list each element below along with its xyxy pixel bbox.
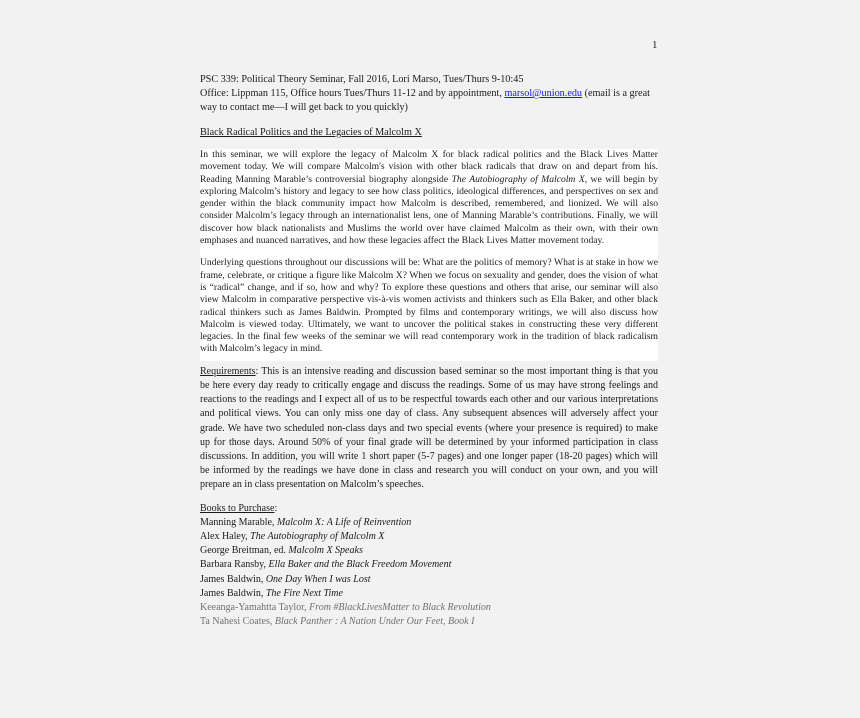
office-info-prefix: Office: Lippman 115, Office hours Tues/Thurs 11-12 and by appointment, — [200, 88, 505, 99]
book-item — [200, 516, 658, 530]
book-author: James Baldwin, — [200, 587, 266, 599]
book-author: Alex Haley, — [200, 530, 251, 542]
books-heading — [200, 502, 658, 516]
book-item — [200, 558, 658, 572]
page-number: 1 — [652, 39, 658, 51]
intro-paragraph — [200, 149, 658, 247]
book-author: Manning Marable, — [200, 516, 277, 528]
book-author: Ta Nahesi Coates, — [200, 616, 275, 628]
document-content — [200, 73, 658, 629]
course-header-line: PSC 339: Political Theory Seminar, Fall 2016, Lori Marso, Tues/Thurs 9-10:45 — [200, 74, 524, 85]
intro-italic-title: The Autobiography of Malcolm X — [451, 173, 585, 185]
book-item — [200, 601, 658, 615]
intro-text-2: , we will begin by exploring Malcolm’s history and legacy to see how class politics, ideological differences, and perspectives on sex and gender within the black community impact how Malcolm is described, remembered, and lionized. We will also consider Malcolm’s legacy through an internationalist lens, one of Manning Marable’s contributions. Finally, we will discover how black nationalists and Muslims the world over have claimed Malcolm as their own, with their own emphases and nuanced narratives, and how these legacies affect the Black Lives Matter movement today. — [200, 173, 659, 247]
book-item — [200, 615, 658, 629]
books-label: Books to Purchase — [200, 502, 275, 514]
books-section — [200, 502, 658, 630]
book-item — [200, 573, 658, 587]
office-info-line — [200, 87, 658, 115]
book-item — [200, 544, 658, 558]
book-title: The Autobiography of Malcolm X — [250, 530, 385, 542]
book-title: The Fire Next Time — [265, 587, 343, 599]
book-title: Malcolm X: A Life of Reinvention — [276, 516, 412, 528]
course-title: Black Radical Politics and the Legacies of Malcolm X — [200, 127, 422, 138]
book-title: Malcolm X Speaks — [288, 545, 363, 557]
book-author: Barbara Ransby, — [200, 559, 269, 571]
requirements-section — [200, 365, 658, 493]
book-title: From #BlackLivesMatter to Black Revolution — [309, 602, 491, 613]
book-title: Black Panther : A Nation Under Our Feet, Book I — [274, 616, 475, 628]
requirements-paragraph — [200, 365, 658, 493]
book-title: Ella Baker and the Black Freedom Movement — [268, 559, 452, 571]
questions-paragraph: Underlying questions throughout our discussions will be: What are the politics of memory? What is at stake in how we frame, celebrate, or critique a figure like Malcolm X? When we focus on sexuality and gender, does the vision of what is “radical” change, and if so, how and why? To explore these questions and others that arise, our seminar will also view Malcolm in comparative perspective vis-à-vis women activists and thinkers such as Ella Baker, and other black radical thinkers such as James Baldwin. Prompted by films and contemporary writings, we will also discuss how Malcolm is viewed today. Ultimately, we want to uncover the political stakes in constructing these very different legacies. In the final few weeks of the seminar we will read contemporary work in the tradition of black radicalism with Malcolm’s legacy in mind. — [200, 257, 658, 355]
description-panel — [200, 149, 658, 361]
book-author: James Baldwin, — [200, 573, 266, 585]
intro-text-1: In this seminar, we will explore the legacy of Malcolm X for black radical politics and the Black Lives Matter movement today. We will compare Malcolm's vision with other black radicals that draw on and depart from his. Reading Manning Marable’s controversial biography alongside — [200, 149, 658, 185]
books-colon: : — [274, 502, 278, 514]
requirements-label: Requirements — [200, 365, 256, 377]
instructor-email-link[interactable]: marsol@union.edu — [504, 88, 583, 99]
office-info-suffix: (email is a great way to contact me—I will get back to you quickly) — [200, 88, 650, 113]
book-author: George Breitman, ed. — [200, 545, 289, 557]
book-item — [200, 587, 658, 601]
requirements-text: : This is an intensive reading and discussion based seminar so the most important thing is that you be here every day ready to critically engage and discuss the readings. Some of us may have strong feelings and reactions to the readings and I expect all of us to be respectful towards each other and our various interpretations and political views. You can only miss one day of class. Any subsequent absences will adversely affect your grade. We have two scheduled non-class days and two special events (where your presence is required) to make up for those days. Around 50% of your final grade will be determined by your informed participation in class discussions. In addition, you will write 1 short paper (5-7 pages) and one longer paper (18-20 pages) which will be informed by the readings we have done in class and research you will conduct on your own, and you will prepare an in class presentation on Malcolm’s speeches. — [200, 365, 658, 491]
book-item — [200, 530, 658, 544]
book-author: Keeanga-Yamahtta Taylor, — [200, 602, 310, 613]
book-title: One Day When I was Lost — [265, 573, 371, 585]
